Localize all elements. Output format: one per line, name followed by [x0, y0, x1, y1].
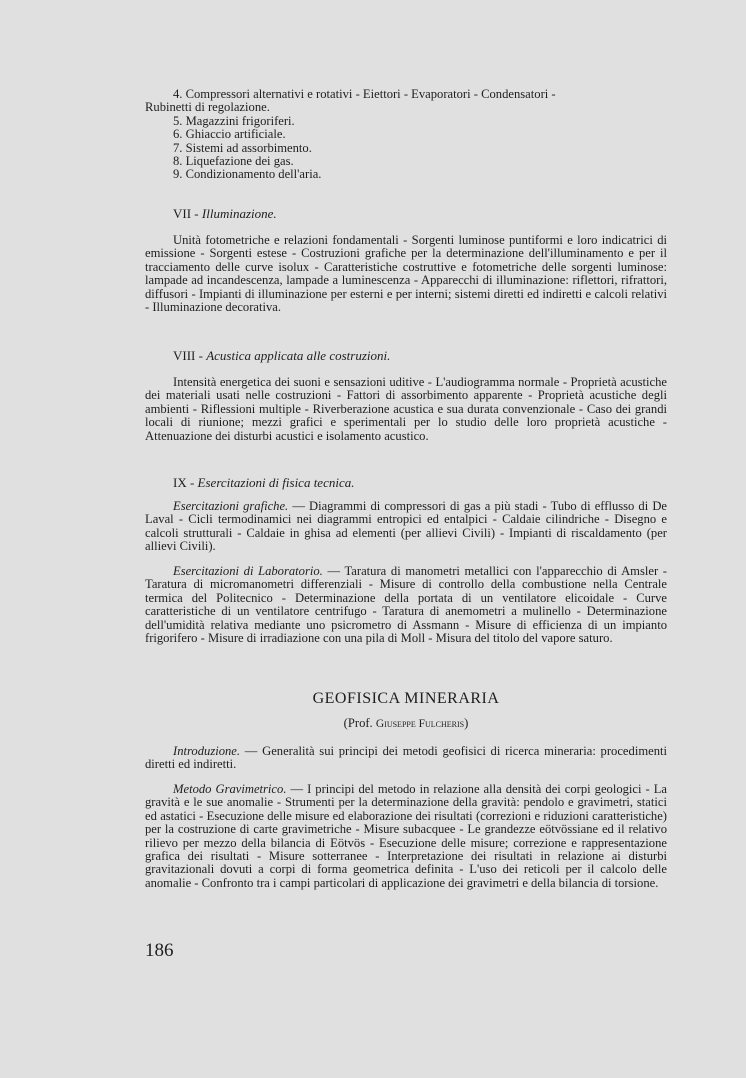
section-8-body — [145, 376, 667, 443]
section-9-heading — [145, 476, 667, 489]
section-9-title: Esercitazioni di fisica tecnica. — [197, 475, 355, 490]
section-9-grafiche — [145, 500, 667, 554]
gravimetric-paragraph — [145, 783, 667, 890]
section-9-p2-label: Esercitazioni di Laboratorio. — [173, 564, 323, 578]
intro-body: — Generalità sui principi dei metodi geofisici di ricerca mineraria: procedimenti diretti ed indiretti. — [145, 744, 667, 772]
course-professor — [145, 716, 667, 731]
section-8-number: VIII - — [173, 348, 203, 363]
professor-suffix: ) — [464, 716, 469, 730]
list-item-6: 6. Ghiaccio artificiale. — [173, 127, 286, 142]
list-item-7: 7. Sistemi ad assorbimento. — [173, 140, 312, 155]
gravimetric-body: — I principi del metodo in relazione alla densità dei corpi geologici - La gravità e le sue anomalie - Strumenti per la determinazione della gravità: pendolo e gravimetri, statici ed astatici - Esecuzione delle misure ed elaborazione dei risultati (correzioni e riduzioni caratteristiche) per la costruzione di carte gravimetriche - Misure subacquee - Le grandezze eötvössiane ed il relativo rilievo per mezzo della bilancia di Eötvös - Esecuzione delle misure; correzione e rappresentazione grafica dei risultati - Misure sotterranee - Interpretazione dei risultati in relazione ai disturbi gravitazionali dovuti a corpi di forma geometrica definita - L'uso dei reticoli per il calcolo delle anomalie - Confronto tra i campi particolari di applicazione dei gravimetri e della bilancia di torsione. — [145, 782, 668, 890]
section-8-paragraph: Intensità energetica dei suoni e sensazioni uditive - L'audiogramma normale - Proprietà acustiche dei materiali usati nelle costruzioni - Fattori di assorbimento apparente - Proprietà acustiche degli ambienti - Riflessioni multiple - Riverberazione acustica e sua durata convenzionale - Caso dei grandi locali di riunione; mezzi grafici e sperimentali per lo studio delle loro proprietà acustiche - Attenuazione dei disturbi acustici e isolamento acustico. — [145, 375, 667, 443]
section-8-title: Acustica applicata alle costruzioni. — [206, 348, 391, 363]
section-9-laboratorio — [145, 565, 667, 645]
professor-name: Giuseppe Fulcheris — [375, 718, 465, 730]
course-gravimetric — [145, 783, 667, 890]
page-number: 186 — [145, 940, 174, 961]
professor-prefix: (Prof. — [343, 716, 376, 730]
section-7-heading — [145, 207, 667, 220]
section-9-paragraph-2 — [145, 565, 667, 645]
section-7-number: VII - — [173, 206, 199, 221]
section-8-heading — [145, 349, 667, 362]
section-7-body — [145, 234, 667, 314]
section-9-number: IX - — [173, 475, 195, 490]
list-top — [145, 88, 667, 182]
list-item-8: 8. Liquefazione dei gas. — [173, 154, 294, 169]
section-9-p1-body: — Diagrammi di compressori di gas a più stadi - Tubo di efflusso di De Laval - Cicli termodinamici nei diagrammi entropici ed entalpici - Caldaie cilindriche - Disegno e calcoli strutturali - Caldaie in ghisa ad elementi (per allievi Civili) - Impianti di riscaldamento (per allievi Civili). — [145, 499, 668, 554]
intro-label: Introduzione. — [173, 744, 241, 758]
section-7-title: Illuminazione. — [201, 206, 277, 221]
list-item-9: 9. Condizionamento dell'aria. — [173, 167, 322, 182]
list-item-5: 5. Magazzini frigoriferi. — [173, 113, 295, 128]
section-9-paragraph-1 — [145, 500, 667, 554]
course-title: GEOFISICA MINERARIA — [312, 690, 500, 707]
section-9-p1-label: Esercitazioni grafiche. — [173, 499, 289, 513]
section-7-paragraph: Unità fotometriche e relazioni fondamentali - Sorgenti luminose puntiformi e loro indicatrici di emissione - Sorgenti estese - Costruzioni grafiche per la determinazione dell'illuminamento e per il tracciamento delle curve isolux - Caratteristiche costruttive e fotometriche delle sorgenti luminose: lampade ad incandescenza, lampade a luminescenza - Apparecchi di illuminazione: riflettori, rifrattori, diffusori - Impianti di illuminazione per esterni e per interni; sistemi diretti ed indiretti e calcoli relativi - Illuminazione decorativa. — [145, 233, 667, 315]
list-item-4-line2: Rubinetti di regolazione. — [145, 100, 270, 115]
course-intro — [145, 745, 667, 772]
list-item-4-line1: 4. Compressori alternativi e rotativi - Eiettori - Evaporatori - Condensatori - — [173, 87, 556, 101]
intro-paragraph — [145, 745, 667, 772]
section-9-p2-body: — Taratura di manometri metallici con l'apparecchio di Amsler - Taratura di micromanometri differenziali - Misure di controllo della combustione nella Centrale termica del Politecnico - Determinazione della portata di un ventilatore elicoidale - Curve caratteristiche di un ventilatore centrifugo - Taratura di anemometri a mulinello - Determinazione dell'umidità relativa mediante uno psicrometro di Assmann - Misure di efficienza di un impianto frigorifero - Misure di irradiazione con una pila di Moll - Misura del titolo del vapore saturo. — [145, 564, 667, 646]
gravimetric-label: Metodo Gravimetrico. — [173, 782, 287, 796]
